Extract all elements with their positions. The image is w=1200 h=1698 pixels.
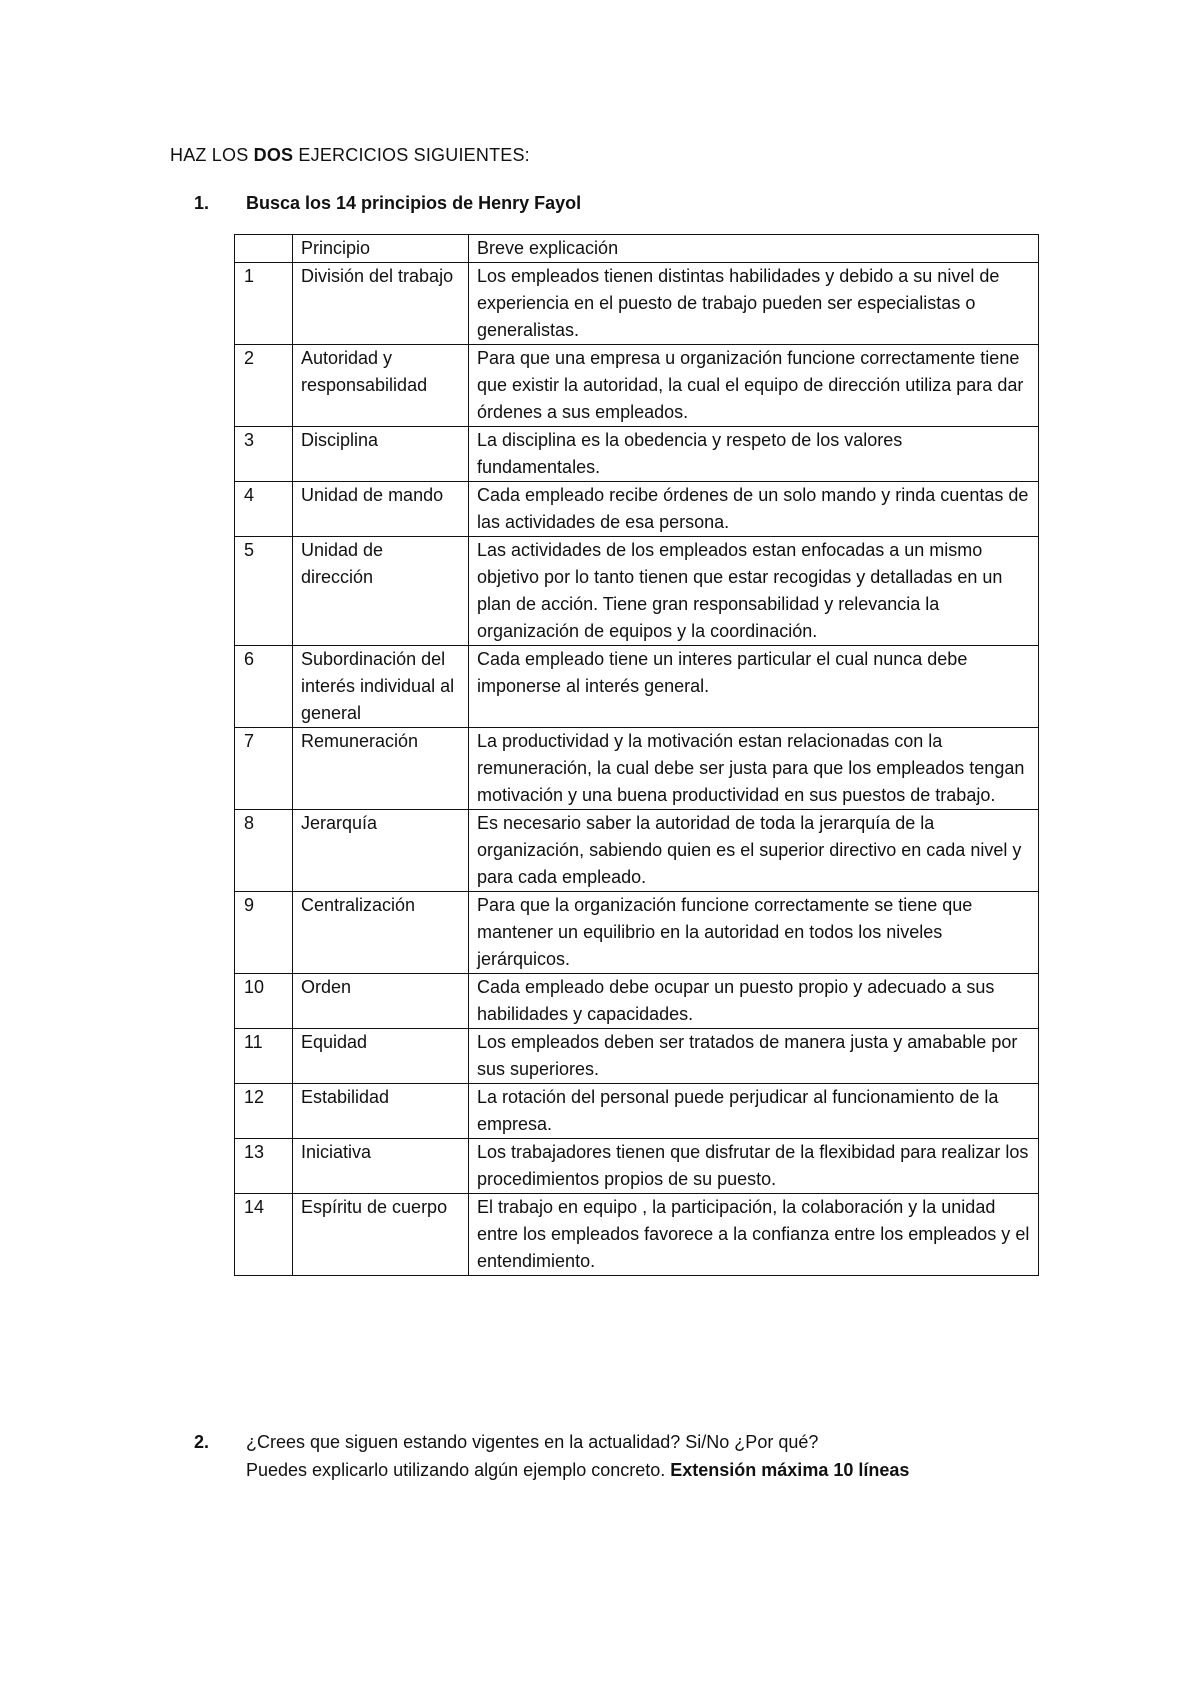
row-number-cell: 2 <box>235 345 293 427</box>
page-heading <box>170 145 530 166</box>
exercise2-instructions <box>246 1460 909 1481</box>
heading-pre: HAZ LOS <box>170 145 254 165</box>
table-row <box>235 1029 1039 1084</box>
row-number-cell: 8 <box>235 810 293 892</box>
row-number-cell: 10 <box>235 974 293 1029</box>
principle-name-cell: Orden <box>293 974 469 1029</box>
principle-name-cell: Espíritu de cuerpo <box>293 1194 469 1276</box>
heading-post: EJERCICIOS SIGUIENTES: <box>293 145 530 165</box>
principle-name-cell: Centralización <box>293 892 469 974</box>
row-number-cell: 14 <box>235 1194 293 1276</box>
principle-explanation-cell: Cada empleado tiene un interes particular el cual nunca debe imponerse al interés general. <box>469 646 1039 728</box>
header-cell-principle: Principio <box>293 235 469 263</box>
principle-explanation-cell: La rotación del personal puede perjudicar al funcionamiento de la empresa. <box>469 1084 1039 1139</box>
principle-explanation-cell: Las actividades de los empleados estan enfocadas a un mismo objetivo por lo tanto tienen que estar recogidas y detalladas en un plan de acción. Tiene gran responsabilidad y relevancia la organización de equipos y la coordinación. <box>469 537 1039 646</box>
principle-explanation-cell: Cada empleado recibe órdenes de un solo mando y rinda cuentas de las actividades de esa persona. <box>469 482 1039 537</box>
heading-bold: DOS <box>253 145 294 165</box>
principle-explanation-cell: Los empleados deben ser tratados de manera justa y amabable por sus superiores. <box>469 1029 1039 1084</box>
table-row <box>235 537 1039 646</box>
principle-name-cell: Estabilidad <box>293 1084 469 1139</box>
exercise2-question: ¿Crees que siguen estando vigentes en la actualidad? Si/No ¿Por qué? <box>246 1432 819 1452</box>
principle-name-cell: Remuneración <box>293 728 469 810</box>
row-number-cell: 1 <box>235 263 293 345</box>
principle-name-cell: Disciplina <box>293 427 469 482</box>
table-row <box>235 1139 1039 1194</box>
principle-explanation-cell: El trabajo en equipo , la participación, la colaboración y la unidad entre los empleados favorece a la confianza entre los empleados y el entendimiento. <box>469 1194 1039 1276</box>
exercise1-number: 1. <box>194 193 210 213</box>
table-row <box>235 1194 1039 1276</box>
table-row <box>235 427 1039 482</box>
table-row <box>235 263 1039 345</box>
table-row <box>235 728 1039 810</box>
principle-explanation-cell: Para que una empresa u organización funcione correctamente tiene que existir la autoridad, la cual el equipo de dirección utiliza para dar órdenes a sus empleados. <box>469 345 1039 427</box>
exercise2-max-length: Extensión máxima 10 líneas <box>670 1460 910 1480</box>
row-number-cell: 4 <box>235 482 293 537</box>
row-number-cell: 6 <box>235 646 293 728</box>
row-number-cell: 5 <box>235 537 293 646</box>
row-number-cell: 9 <box>235 892 293 974</box>
exercise1-title: Busca los 14 principios de Henry Fayol <box>246 193 582 213</box>
header-cell-explanation: Breve explicación <box>469 235 1039 263</box>
row-number-cell: 12 <box>235 1084 293 1139</box>
principle-explanation-cell: La productividad y la motivación estan relacionadas con la remuneración, la cual debe ser justa para que los empleados tengan motivación y una buena productividad en sus puestos de trabajo. <box>469 728 1039 810</box>
table-header-row <box>235 235 1039 263</box>
table-row <box>235 482 1039 537</box>
principle-explanation-cell: Los trabajadores tienen que disfrutar de la flexibidad para realizar los procedimientos propios de su puesto. <box>469 1139 1039 1194</box>
principle-name-cell: Equidad <box>293 1029 469 1084</box>
table-row <box>235 646 1039 728</box>
table-row <box>235 974 1039 1029</box>
principle-name-cell: Unidad de mando <box>293 482 469 537</box>
principle-explanation-cell: La disciplina es la obedencia y respeto de los valores fundamentales. <box>469 427 1039 482</box>
table-row <box>235 810 1039 892</box>
exercise2-number: 2. <box>194 1432 210 1452</box>
row-number-cell: 3 <box>235 427 293 482</box>
principle-explanation-cell: Los empleados tienen distintas habilidades y debido a su nivel de experiencia en el puesto de trabajo pueden ser especialistas o generalistas. <box>469 263 1039 345</box>
table-row <box>235 345 1039 427</box>
principle-name-cell: Jerarquía <box>293 810 469 892</box>
principle-explanation-cell: Es necesario saber la autoridad de toda la jerarquía de la organización, sabiendo quien es el superior directivo en cada nivel y para cada empleado. <box>469 810 1039 892</box>
table-row <box>235 1084 1039 1139</box>
principles-table <box>234 234 1039 1276</box>
exercise2-instructions-normal: Puedes explicarlo utilizando algún ejemplo concreto. <box>246 1460 671 1480</box>
principle-name-cell: Subordinación del interés individual al general <box>293 646 469 728</box>
principle-name-cell: Autoridad y responsabilidad <box>293 345 469 427</box>
table-row <box>235 892 1039 974</box>
row-number-cell: 7 <box>235 728 293 810</box>
row-number-cell: 11 <box>235 1029 293 1084</box>
principle-name-cell: Iniciativa <box>293 1139 469 1194</box>
principles-table-body <box>235 235 1039 1276</box>
principle-name-cell: Unidad de dirección <box>293 537 469 646</box>
principle-name-cell: División del trabajo <box>293 263 469 345</box>
header-cell-num <box>235 235 293 263</box>
row-number-cell: 13 <box>235 1139 293 1194</box>
principle-explanation-cell: Para que la organización funcione correctamente se tiene que mantener un equilibrio en la autoridad en todos los niveles jerárquicos. <box>469 892 1039 974</box>
principle-explanation-cell: Cada empleado debe ocupar un puesto propio y adecuado a sus habilidades y capacidades. <box>469 974 1039 1029</box>
